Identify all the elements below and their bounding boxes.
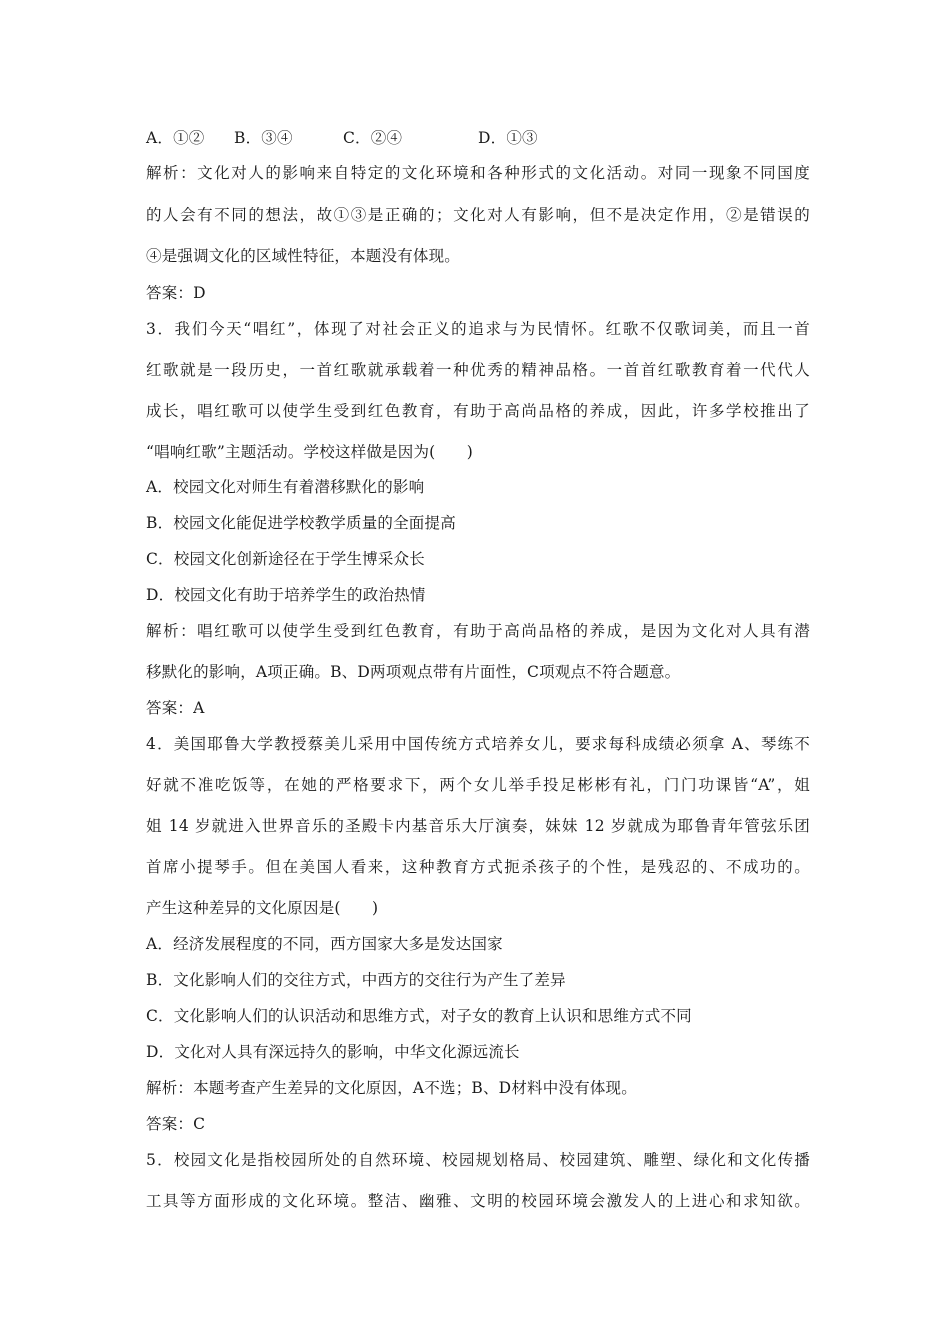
q4-stem-line: 首席小提琴手。但在美国人看来，这种教育方式扼杀孩子的个性，是残忍的、不成功的。 (146, 858, 810, 876)
q2-option-b: B．③④ (234, 129, 293, 147)
q3-stem-line: 红歌就是一段历史，一首红歌就承载着一种优秀的精神品格。一首首红歌教育着一代代人 (146, 361, 810, 379)
q3-stem-line: 3．我们今天“唱红”，体现了对社会正义的追求与为民情怀。红歌不仅歌词美，而且一首 (146, 320, 810, 338)
q3-option: B．校园文化能促进学校教学质量的全面提高 (146, 514, 456, 532)
q4-option: D．文化对人具有深远持久的影响，中华文化源远流长 (146, 1043, 520, 1061)
q4-option: B．文化影响人们的交往方式，中西方的交往行为产生了差异 (146, 971, 566, 989)
q2-analysis-line: ④是强调文化的区域性特征，本题没有体现。 (146, 247, 461, 265)
q4-option: A．经济发展程度的不同，西方国家大多是发达国家 (146, 935, 503, 953)
q2-answer: 答案：D (146, 284, 206, 302)
q2-option-a: A．①② (146, 129, 205, 147)
q3-option: A．校园文化对师生有着潜移默化的影响 (146, 478, 425, 496)
q2-analysis-line: 的人会有不同的想法，故①③是正确的；文化对人有影响，但不是决定作用，②是错误的 (146, 206, 810, 224)
q3-answer: 答案：A (146, 699, 205, 717)
q4-stem-line: 姐 14 岁就进入世界音乐的圣殿卡内基音乐大厅演奏，妹妹 12 岁就成为耶鲁青年管弦乐团 (146, 817, 810, 835)
q3-stem-line: “唱响红歌”主题活动。学校这样做是因为( ) (146, 443, 474, 461)
q5-stem-line: 工具等方面形成的文化环境。整洁、幽雅、文明的校园环境会激发人的上进心和求知欲。 (146, 1192, 810, 1210)
q3-analysis-line: 移默化的影响，A项正确。B、D两项观点带有片面性，C项观点不符合题意。 (146, 663, 681, 681)
q2-option-c: C．②④ (343, 129, 403, 147)
q3-option: D．校园文化有助于培养学生的政治热情 (146, 586, 426, 604)
q4-stem-line: 好就不准吃饭等，在她的严格要求下，两个女儿举手投足彬彬有礼，门门功课皆“A”，姐 (146, 776, 810, 794)
q2-analysis-line: 解析：文化对人的影响来自特定的文化环境和各种形式的文化活动。对同一现象不同国度 (146, 164, 810, 182)
q4-analysis-line: 解析：本题考查产生差异的文化原因，A不选；B、D材料中没有体现。 (146, 1079, 637, 1097)
q4-option: C．文化影响人们的认识活动和思维方式，对子女的教育上认识和思维方式不同 (146, 1007, 692, 1025)
q2-option-d: D．①③ (478, 129, 538, 147)
q3-option: C．校园文化创新途径在于学生博采众长 (146, 550, 425, 568)
q4-answer: 答案：C (146, 1115, 206, 1133)
q4-stem-line: 产生这种差异的文化原因是( ) (146, 899, 379, 917)
q3-stem-line: 成长，唱红歌可以使学生受到红色教育，有助于高尚品格的养成，因此，许多学校推出了 (146, 402, 810, 420)
q4-stem-line: 4．美国耶鲁大学教授蔡美儿采用中国传统方式培养女儿，要求每科成绩必须拿 A、琴练不 (146, 735, 810, 753)
q5-stem-line: 5．校园文化是指校园所处的自然环境、校园规划格局、校园建筑、雕塑、绿化和文化传播 (146, 1151, 810, 1169)
q3-analysis-line: 解析：唱红歌可以使学生受到红色教育，有助于高尚品格的养成，是因为文化对人具有潜 (146, 622, 810, 640)
